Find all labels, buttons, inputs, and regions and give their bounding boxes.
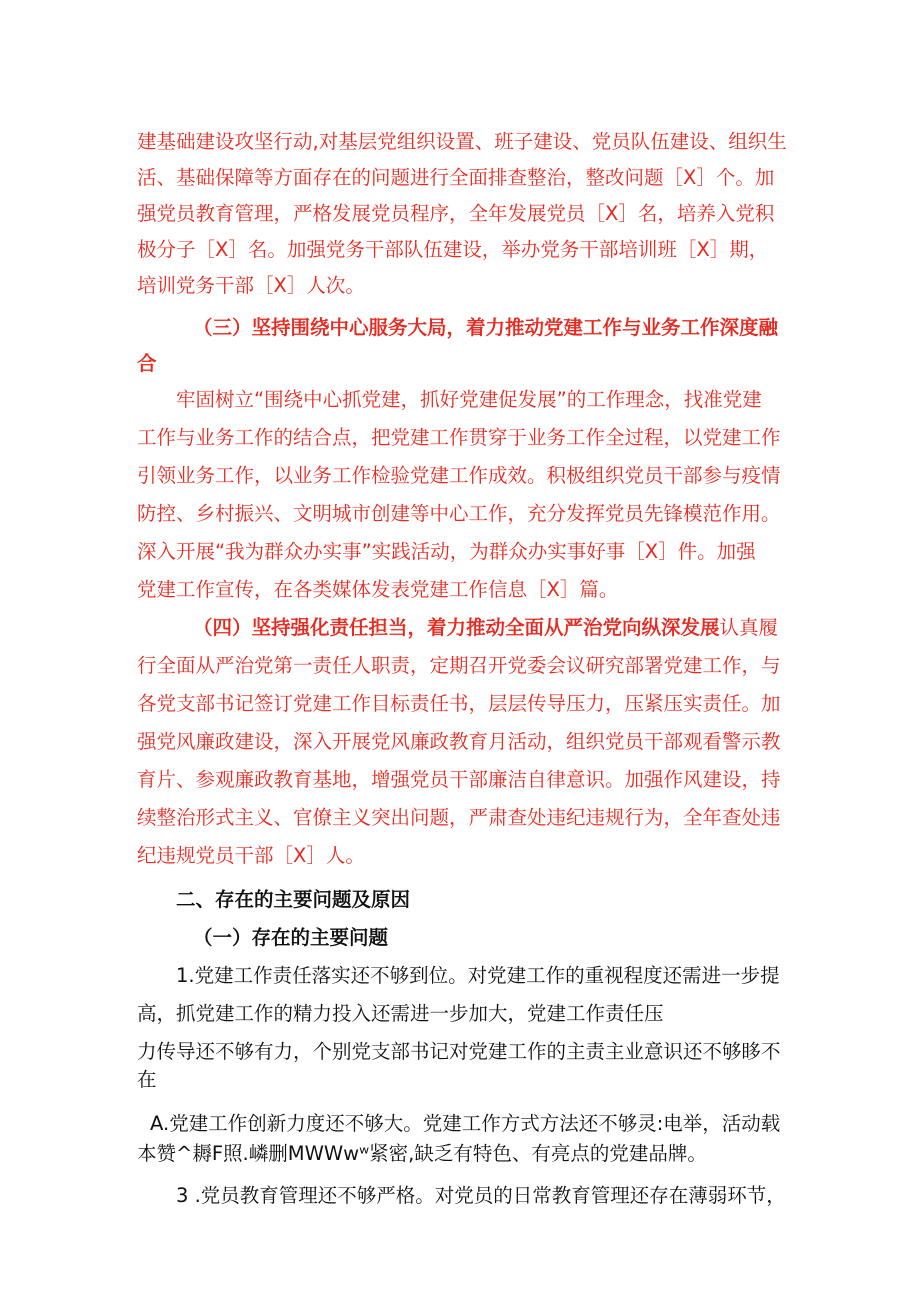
paragraph-3-line-4: 防控、乡村振兴、文明城市创建等中心工作，充分发挥党员先锋模范作用。 bbox=[137, 502, 781, 525]
paragraph-4-line-4: 育片、参观廉政教育基地，增强党员干部廉洁自律意识。加强作风建设，持 bbox=[137, 768, 781, 791]
problem-2-line-1: A.党建工作创新力度还不够大。党建工作方式方法还不够灵:电举，活动载 bbox=[150, 1112, 781, 1135]
paragraph-4-start: 认真履 bbox=[719, 616, 779, 639]
paragraph-1-line-3: 强党员教育管理，严格发展党员程序，全年发展党员［X］名，培养入党积 bbox=[137, 202, 775, 225]
paragraph-4-line-3: 强党风廉政建设，深入开展党风廉政教育月活动，组织党员干部观看警示教 bbox=[137, 730, 781, 753]
problem-1-line-3: 力传导还不够有力，个别党支部书记对党建工作的主责主业意识还不够眵不 bbox=[137, 1040, 781, 1063]
heading-4-text: （四）坚持强化责任担当，着力推动全面从严治党向纵深发展 bbox=[193, 616, 720, 639]
problem-1-line-2: 高，抓党建工作的精力投入还需进一步加大，党建工作责任压 bbox=[137, 1002, 664, 1025]
paragraph-3-line-3: 引领业务工作，以业务工作检验党建工作成效。积极组织党员干部参与疫情 bbox=[137, 464, 781, 487]
paragraph-3-line-5: 深入开展“我为群众办实事”实践活动，为群众办实事好事［X］件。加强 bbox=[137, 540, 756, 563]
section-2-subtitle-1: （一）存在的主要问题 bbox=[193, 926, 389, 949]
paragraph-1-line-5: 培训党务干部［X］人次。 bbox=[137, 274, 365, 297]
heading-3-line-2: 合 bbox=[137, 352, 157, 375]
paragraph-1-line-1: 建基础建设攻坚行动,对基层党组织设置、班子建设、党员队伍建设、组织生 bbox=[137, 130, 787, 153]
heading-3-line-1: （三）坚持围绕中心服务大局，着力推动党建工作与业务工作深度融 bbox=[193, 316, 779, 339]
paragraph-1-line-4: 极分子［X］名。加强党务干部队伍建设，举办党务干部培训班［X］期， bbox=[137, 238, 769, 261]
paragraph-4-line-1: 行全面从严治党第一责任人职责，定期召开党委会议研究部署党建工作，与 bbox=[137, 654, 781, 677]
paragraph-1-line-2: 活、基础保障等方面存在的问题进行全面排查整治，整改问题［X］个。加 bbox=[137, 166, 775, 189]
problem-1-line-1: 1.党建工作责任落实还不够到位。对党建工作的重视程度还需进一步提 bbox=[176, 964, 780, 987]
paragraph-3-line-6: 党建工作宣传，在各类媒体发表党建工作信息［X］篇。 bbox=[137, 578, 619, 601]
problem-2-line-2: 本赞^耨F照.嶙删MWWwʷ紧密,缺乏有特色、有亮点的党建品牌。 bbox=[137, 1142, 707, 1165]
heading-4-line bbox=[193, 608, 797, 648]
paragraph-3-line-2: 工作与业务工作的结合点，把党建工作贯穿于业务工作全过程，以党建工作 bbox=[137, 426, 781, 449]
paragraph-3-line-1: 牢固树立“围绕中心抓党建，抓好党建促发展”的工作理念，找准党建 bbox=[176, 388, 762, 411]
paragraph-4-line-5: 续整治形式主义、官僚主义突出问题，严肃查处违纪违规行为，全年查处违 bbox=[137, 806, 781, 829]
problem-1-line-4: 在 bbox=[137, 1068, 157, 1091]
paragraph-4-line-2: 各党支部书记签订党建工作目标责任书，层层传导压力，压紧压实责任。加 bbox=[137, 692, 781, 715]
section-2-title: 二、存在的主要问题及原因 bbox=[176, 888, 411, 911]
paragraph-4-line-6: 纪违规党员干部［X］人。 bbox=[137, 844, 365, 867]
problem-3-line-1: 3 .党员教育管理还不够严格。对党员的日常教育管理还存在薄弱环节， bbox=[176, 1184, 786, 1207]
